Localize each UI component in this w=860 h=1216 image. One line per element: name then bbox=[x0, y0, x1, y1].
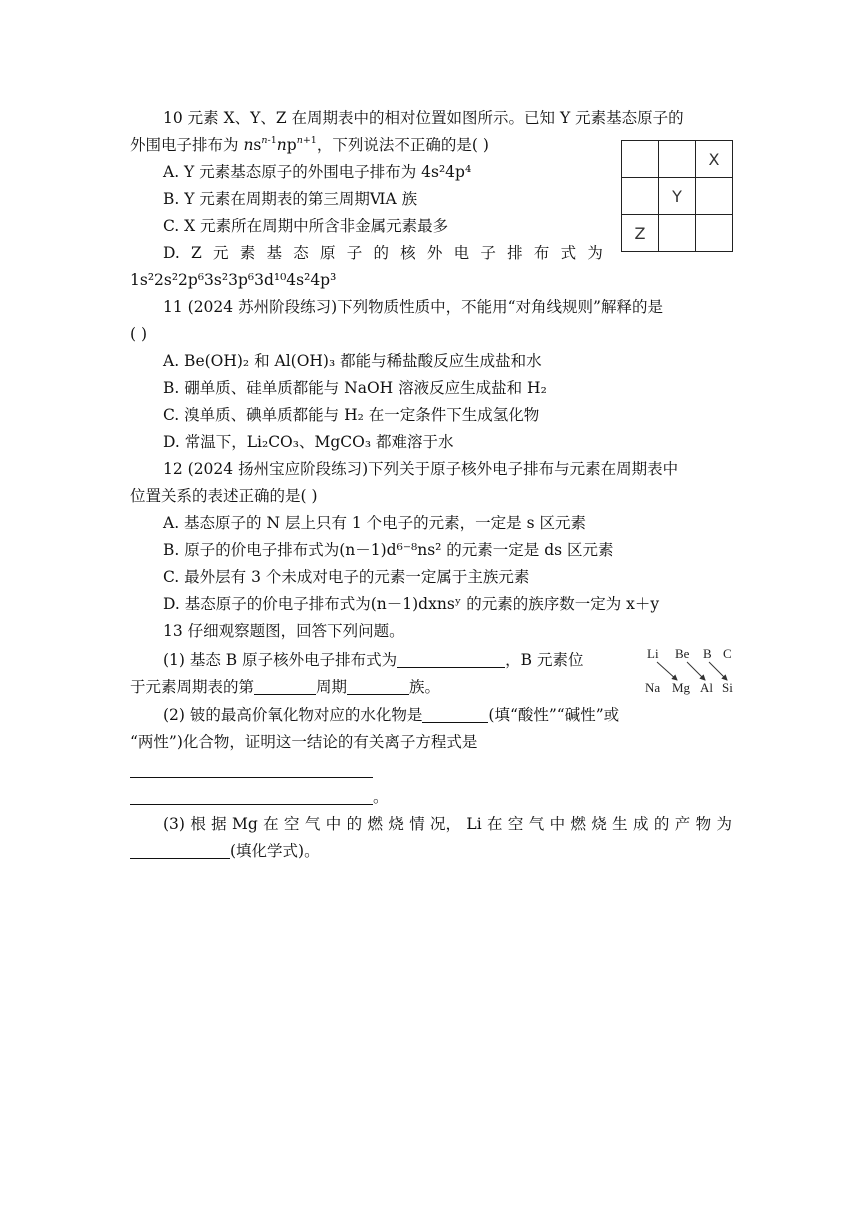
q13-part2-line2: “两性”)化合物，证明这一结论的有关离子方程式是 bbox=[130, 733, 478, 751]
grid-cell bbox=[696, 215, 733, 252]
diagonal-rule-figure bbox=[640, 646, 740, 696]
element-label: C bbox=[723, 646, 732, 661]
grid-cell-z: Z bbox=[622, 215, 659, 252]
q12-option-d: D. 基态原子的价电子排布式为(n－1)dxnsʸ 的元素的族序数一定为 x＋y bbox=[163, 595, 660, 613]
q13-part3-char: 成 bbox=[633, 815, 649, 833]
q13-stem: 13 仔细观察题图，回答下列问题。 bbox=[163, 622, 405, 640]
element-label: Li bbox=[647, 646, 659, 661]
q10-option-d-char: 的 bbox=[373, 244, 389, 262]
q10-stem-line1: 10 元素 X、Y、Z 在周期表中的相对位置如图所示。已知 Y 元素基态原子的 bbox=[163, 109, 684, 127]
q13-part3-line1 bbox=[163, 814, 732, 834]
q13-part3-char: 燃 bbox=[570, 815, 586, 833]
q13-part3-char: 为 bbox=[716, 815, 732, 833]
q10-option-d-char: 基 bbox=[266, 244, 283, 262]
q10-option-c: C. X 元素所在周期中所含非金属元素最多 bbox=[163, 217, 449, 235]
q10-option-d-char: D. bbox=[163, 244, 180, 262]
answer-blank-period[interactable] bbox=[254, 678, 316, 695]
q13-part2-answer-line2 bbox=[130, 787, 389, 807]
q11-option-b: B. 硼单质、硅单质都能与 NaOH 溶液反应生成盐和 H₂ bbox=[163, 379, 547, 397]
q10-option-d-char: 元 bbox=[213, 244, 229, 262]
q10-option-d-char: 原 bbox=[319, 244, 336, 262]
answer-blank-property[interactable] bbox=[422, 706, 488, 723]
q13-part3-char: 根 bbox=[190, 815, 206, 833]
q13-part3-char: 燃 bbox=[367, 815, 383, 833]
q13-part3-char: 空 bbox=[507, 815, 524, 833]
element-label: Mg bbox=[672, 680, 691, 695]
q13-part2-line1 bbox=[163, 705, 619, 725]
q13-part2-text-b: (填“酸性”“碱性”或 bbox=[488, 706, 620, 724]
grid-cell bbox=[622, 178, 659, 215]
q13-part3-char: Mg bbox=[232, 815, 258, 833]
arrow-be-al bbox=[687, 662, 705, 680]
q11-stem-line1: 11 (2024 苏州阶段练习)下列物质性质中，不能用“对角线规则”解释的是 bbox=[163, 298, 663, 316]
q13-part2-period: 。 bbox=[373, 788, 389, 806]
q13-part1-text-b: ，B 元素位 bbox=[505, 651, 584, 669]
q11-stem-line2: ( ) bbox=[130, 325, 148, 343]
q13-part1-text-e: 族。 bbox=[409, 678, 441, 696]
element-label: Si bbox=[722, 680, 733, 695]
q10-option-d-config: 1s²2s²2p⁶3s²3p⁶3d¹⁰4s²4p³ bbox=[130, 271, 337, 289]
q10-option-a: A. Y 元素基态原子的外围电子排布为 4s²4p⁴ bbox=[163, 163, 472, 181]
q10-option-d-char: 素 bbox=[239, 244, 256, 262]
grid-cell bbox=[659, 215, 696, 252]
grid-cell bbox=[659, 141, 696, 178]
q10-option-b: B. Y 元素在周期表的第三周期ⅥA 族 bbox=[163, 190, 418, 208]
q13-part3-char: 烧 bbox=[388, 815, 404, 833]
q13-part1-line1 bbox=[163, 650, 583, 670]
q11-option-a: A. Be(OH)₂ 和 Al(OH)₃ 都能与稀盐酸反应生成盐和水 bbox=[163, 352, 542, 370]
answer-blank-group[interactable] bbox=[347, 678, 409, 695]
q10-option-d bbox=[163, 243, 603, 263]
q13-part1-text-c: 于元素周期表的第 bbox=[130, 678, 255, 696]
element-label: B bbox=[703, 646, 712, 661]
q13-part3-char: 据 bbox=[211, 815, 227, 833]
q13-part2-answer-line1 bbox=[130, 760, 373, 780]
q10-option-d-char: Z bbox=[191, 244, 202, 262]
q10-stem-line2-b: ，下列说法不正确的是( ) bbox=[316, 136, 489, 154]
periodic-position-grid bbox=[621, 140, 733, 252]
q10-option-d-char: 布 bbox=[533, 244, 550, 262]
q13-part1-text-a: (1) 基态 B 原子核外电子排布式为 bbox=[163, 651, 398, 669]
q13-part3-char: 空 bbox=[284, 815, 300, 833]
element-label: Be bbox=[675, 646, 690, 661]
q12-option-c: C. 最外层有 3 个未成对电子的元素一定属于主族元素 bbox=[163, 568, 530, 586]
grid-cell-y: Y bbox=[659, 178, 696, 215]
q11-option-d: D. 常温下，Li₂CO₃、MgCO₃ 都难溶于水 bbox=[163, 433, 454, 451]
q12-stem-line2: 位置关系的表述正确的是( ) bbox=[130, 487, 318, 505]
grid-cell bbox=[622, 141, 659, 178]
q10-stem-line2-a: 外围电子排布为 bbox=[130, 136, 244, 154]
q12-stem-line1: 12 (2024 扬州宝应阶段练习)下列关于原子核外电子排布与元素在周期表中 bbox=[163, 460, 679, 478]
q12-option-a: A. 基态原子的 N 层上只有 1 个电子的元素，一定是 s 区元素 bbox=[163, 514, 586, 532]
q13-part3-text-b: (填化学式)。 bbox=[230, 842, 320, 860]
q10-option-d-char: 态 bbox=[293, 244, 309, 262]
q13-part3-char: 中 bbox=[549, 815, 566, 833]
q13-part3-char: 的 bbox=[346, 815, 363, 833]
answer-blank-equation-2[interactable] bbox=[130, 788, 373, 805]
q10-option-d-char: 式 bbox=[560, 244, 577, 262]
q11-option-c: C. 溴单质、碘单质都能与 H₂ 在一定条件下生成氢化物 bbox=[163, 406, 540, 424]
grid-cell bbox=[696, 178, 733, 215]
q12-option-b: B. 原子的价电子排布式为(n－1)d⁶⁻⁸ns² 的元素一定是 ds 区元素 bbox=[163, 541, 614, 559]
q13-part3-char: 烧 bbox=[591, 815, 607, 833]
q10-option-d-char: 子 bbox=[346, 244, 363, 262]
q13-part1-text-d: 周期 bbox=[316, 678, 348, 696]
q13-part1-line2 bbox=[130, 677, 440, 697]
answer-blank-electron-config[interactable] bbox=[397, 651, 505, 668]
q13-part3-line2 bbox=[130, 841, 320, 861]
arrow-li-mg bbox=[657, 662, 677, 680]
q13-part3-char: 中 bbox=[325, 815, 342, 833]
q13-part3-char: 生 bbox=[612, 815, 628, 833]
q13-part3-char: 在 bbox=[487, 815, 503, 833]
q13-part3-char: 物 bbox=[695, 815, 712, 833]
q10-option-d-char: 电 bbox=[453, 244, 470, 262]
answer-blank-product[interactable] bbox=[130, 842, 230, 859]
q13-part3-char: 况， bbox=[430, 815, 462, 833]
q13-part3-char: 的 bbox=[653, 815, 670, 833]
q13-part3-char: 情 bbox=[409, 815, 425, 833]
q10-stem-line2: 外围电子排布为 $ns^{n-1}np^{n+1}$，下列说法不正确的是( ) bbox=[130, 135, 489, 154]
answer-blank-equation-1[interactable] bbox=[130, 761, 373, 778]
q13-part3-char: 气 bbox=[304, 815, 321, 833]
q13-part3-char: 气 bbox=[528, 815, 545, 833]
grid-cell-x: X bbox=[696, 141, 733, 178]
q10-option-d-char: 子 bbox=[480, 244, 496, 262]
q10-option-d-char: 为 bbox=[587, 244, 603, 262]
q10-option-d-char: 外 bbox=[426, 244, 443, 262]
arrow-b-si bbox=[709, 662, 727, 680]
q10-option-d-char: 核 bbox=[400, 244, 416, 262]
q10-option-d-char: 排 bbox=[507, 244, 523, 262]
q13-part3-char: (3) bbox=[163, 815, 185, 833]
element-label: Na bbox=[645, 680, 661, 695]
q13-part2-text-a: (2) 铍的最高价氧化物对应的水化物是 bbox=[163, 706, 423, 724]
element-label: Al bbox=[700, 680, 713, 695]
q13-part3-char: Li bbox=[466, 815, 482, 833]
q13-part3-char: 产 bbox=[674, 815, 691, 833]
q13-part3-char: 在 bbox=[263, 815, 279, 833]
